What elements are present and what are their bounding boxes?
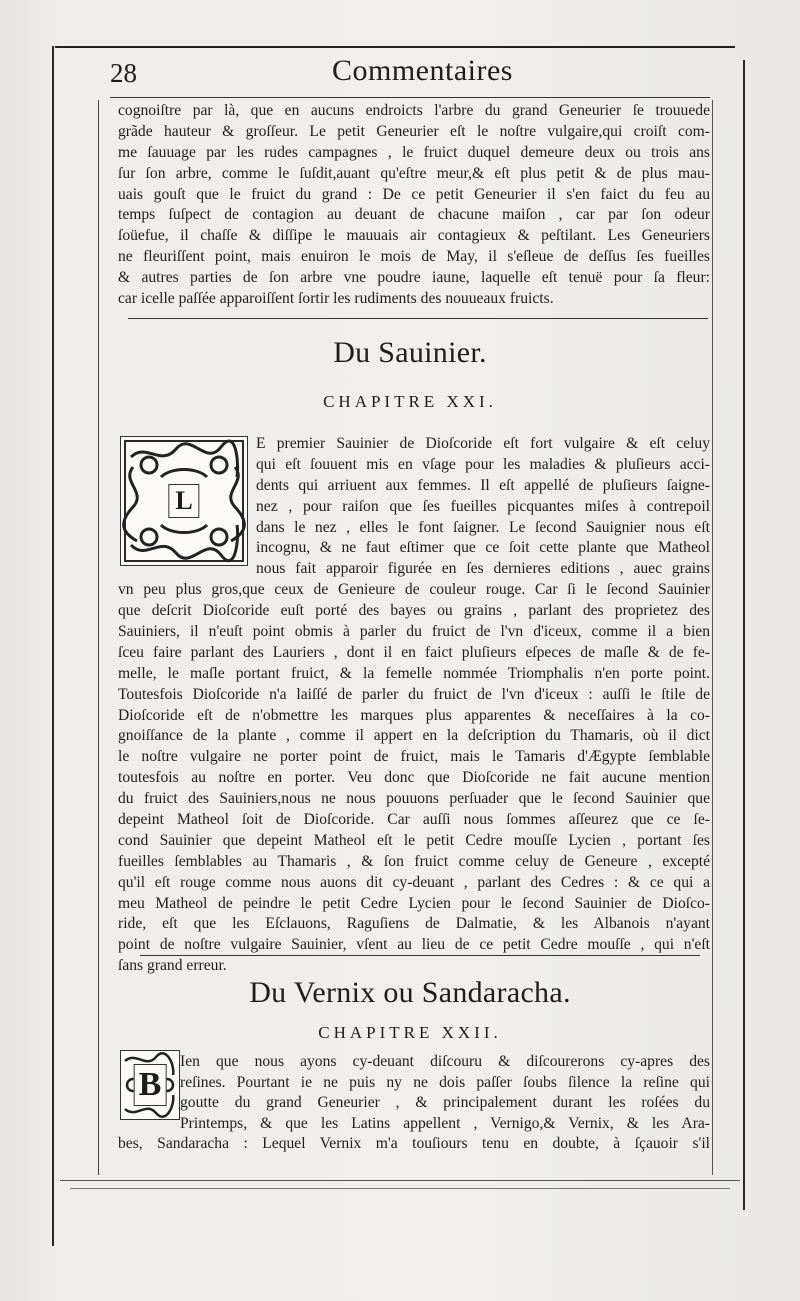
frame-bottom-rule-2	[70, 1188, 730, 1189]
text-line: depeint Matheol ſoit de Dioſcoride. Car auſſi nous ſommes aſſeurez que ce ſe-	[118, 811, 710, 829]
text-line: Dioſcoride eſt de n'obmettre les marques plus apparentes & neceſſaires à la co-	[118, 706, 710, 724]
text-line: ſoüefue, il chaſſe & diſſipe le mauuais air contagieux & peſtilant. Les Geneuriers	[118, 227, 710, 245]
text-line: dans le nez , elles le font ſaigner. Le ſecond Sauignier nous eſt	[256, 518, 710, 536]
text-line: bes, Sandaracha : Lequel Vernix m'a touſiours tenu en doubte, à ſçauoir s'il	[118, 1135, 710, 1152]
text-line: point de noſtre vulgaire Sauinier, vſent au lieu de ce petit Cedre mouſſe , qui n'eſt	[118, 936, 710, 954]
text-line: qui eſt ſouuent mis en vſage pour les maladies & pluſieurs acci-	[256, 455, 710, 473]
text-line: uais gouſt que le fruict du grand : De ce petit Geneurier il s'en faict du feu au	[118, 185, 710, 203]
text-line: dents qui arriuent aux femmes. Il eſt appellé de pluſieurs ſaigne-	[256, 476, 710, 494]
text-line: cognoiſtre par là, que en aucuns endroicts l'arbre du grand Geneurier ſe trouuede	[118, 102, 710, 119]
text-block-right-rule	[712, 100, 713, 1175]
text-line: ne fleuriſſent point, mais enuiron le mois de May, il s'eſleue de deſſus ſes fueilles	[118, 248, 710, 266]
header-rule	[110, 97, 710, 98]
page-header	[110, 52, 710, 96]
section-title: Du Vernix ou Sandaracha.	[249, 976, 571, 1009]
chapter-heading: CHAPITRE XXII.	[318, 1023, 502, 1042]
text-line: Ien que nous ayons cy-deuant diſcouru & diſcourerons cy-apres des	[180, 1053, 710, 1070]
text-line: goutte du grand Geneurier , & principalement durant les roſées du	[180, 1094, 710, 1111]
text-line: que deſcrit Dioſcoride euſt porté des bayes ou grains , parlant des proprietez des	[118, 602, 710, 620]
text-line: me ſauuage par les rudes campagnes , le fruict duquel demeure deux ou trois ans	[118, 143, 710, 161]
text-line: meu Matheol de peindre le petit Cedre Lycien pour le ſecond Sauinier de Dioſco-	[118, 894, 710, 912]
text-line: toutesfois au noſtre en porter. Veu donc que Dioſcoride ne fait aucune mention	[118, 769, 710, 787]
text-line: temps ſuſpect de contagion au deuant de chacune maiſon , car par ſon odeur	[118, 206, 710, 224]
text-line: ſceu faire parlant des Lauriers , dont il en faict pluſieurs eſpeces de maſle & de fe-	[118, 643, 710, 661]
section-separator	[140, 955, 700, 956]
text-line: reſines. Pourtant ie ne puis ny ne dois paſſer ſoubs ſilence la reſine qui	[180, 1073, 710, 1091]
chapter-heading: CHAPITRE XXI.	[323, 392, 497, 411]
text-line: du fruict des Sauiniers,nous ne nous pouuons perſuader que le ſecond Sauinier que	[118, 790, 710, 808]
text-line: gnoiſſance de la plante , comme il appert en la deſcription du Thamaris, où il dict	[118, 727, 710, 745]
text-line: nous fait apparoir figurée en ſes dernieres editions , auec grains	[256, 560, 710, 578]
text-line: & autres parties de ſon arbre vne poudre iaune, laquelle eſt tenuë pour ſa fleur:	[118, 269, 710, 287]
text-line: E premier Sauinier de Dioſcoride eſt fort vulgaire & eſt celuy	[256, 435, 710, 452]
page-number: 28	[110, 58, 137, 88]
text-line: ſans grand erreur.	[118, 957, 227, 975]
text-line: grãde hauteur & groſſeur. Le petit Geneurier eſt le noſtre vulgaire,qui croiſt com-	[118, 122, 710, 140]
section2-paragraph	[118, 1052, 710, 1155]
text-line: vn peu plus gros,que ceux de Genieure de couleur rouge. Car ſi le ſecond Sauinier	[118, 581, 710, 599]
text-line: ride, eſt que les Eſclauons, Raguſiens de Dalmatie, & les Albanois n'ayant	[118, 915, 710, 933]
frame-right-rule	[743, 60, 745, 1210]
text-line: car icelle paſſée apparoiſſent ſortir les rudiments des nouueaux fruicts.	[118, 290, 554, 308]
text-line: Toutesfois Dioſcoride n'a laiſſé de parler du fruict de l'vn d'iceux : auſſi le ſtile de	[118, 685, 710, 703]
text-line: Sauiniers, il n'euſt point obmis à parler du fruict de l'vn d'iceux, comme il a bien	[118, 623, 710, 641]
text-line: incognu, & ne faut eſtimer que ce ſoit cette plante que Matheol	[256, 539, 710, 557]
frame-top-rule	[55, 46, 735, 48]
text-line: cond Sauinier que depeint Matheol eſt le petit Cedre mouſſe Lycien , portant ſes	[118, 831, 710, 849]
frame-left-rule	[52, 46, 54, 1246]
text-line: nez , pour raiſon que ſes fueilles picquantes miſes à contrepoil	[256, 497, 710, 515]
section1-paragraph	[118, 434, 710, 977]
text-block-left-rule	[98, 100, 99, 1175]
running-title: Commentaires	[332, 54, 513, 87]
text-line: fueilles ſemblables au Thamaris , & ſon fruict comme celuy de Geneure , excepté	[118, 852, 710, 870]
text-line: le noſtre vulgaire ne porter point de fruict, mais le Tamaris d'Ægypte ſemblable	[118, 748, 710, 766]
section-title: Du Sauinier.	[333, 336, 487, 369]
text-line: Printemps, & que les Latins appellent , Vernigo,& Vernix, & les Ara-	[180, 1114, 710, 1132]
frame-bottom-rule	[60, 1180, 740, 1181]
text-line: qu'il eſt rouge comme nous auons dit cy-deuant , parlant des Cedres : & ce qui a	[118, 873, 710, 891]
text-line: melle, le maſle portant fruict, & la femelle nommée Triomphalis n'en porte point.	[118, 664, 710, 682]
section-separator	[128, 318, 708, 319]
initial-letter: L	[168, 484, 199, 518]
initial-letter: B	[134, 1064, 167, 1106]
intro-paragraph	[118, 101, 710, 310]
text-line: ſur ſon arbre, comme le ſuſdit,auant qu'eſtre meur,& eſt plus petit & de plus mau-	[118, 164, 710, 182]
